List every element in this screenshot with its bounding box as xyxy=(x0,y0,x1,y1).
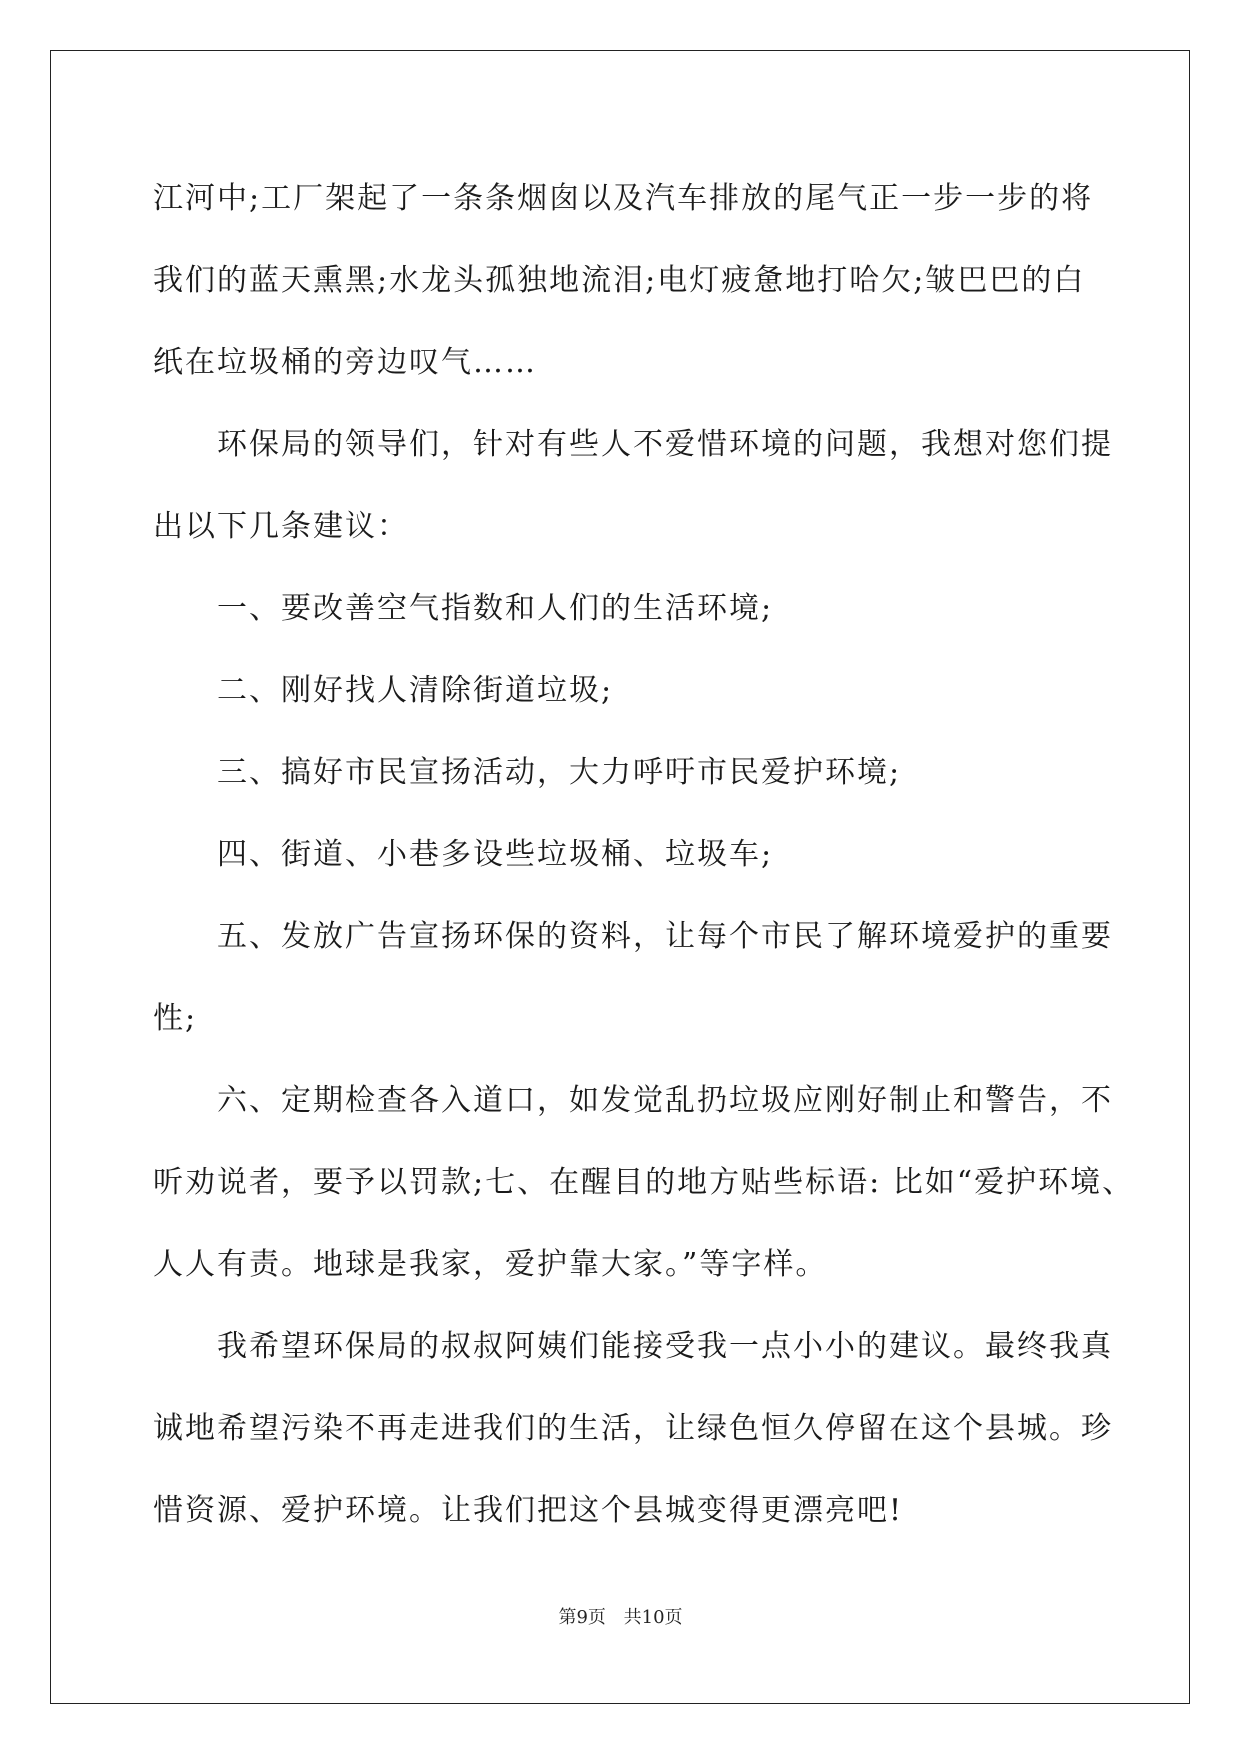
text-line: 三、搞好市民宣扬活动，大力呼吁市民爱护环境; xyxy=(153,755,902,790)
text-line: 一、要改善空气指数和人们的生活环境; xyxy=(153,591,774,626)
text-line: 六、定期检查各入道口，如发觉乱扔垃圾应刚好制止和警告，不 xyxy=(153,1083,1113,1118)
text-line: 二、刚好找人清除街道垃圾; xyxy=(153,673,614,708)
page-total: 共10页 xyxy=(623,1607,683,1628)
paragraph xyxy=(153,650,1088,732)
text-line: 出以下几条建议： xyxy=(153,509,409,544)
paragraph xyxy=(153,1060,1135,1306)
text-line: 五、发放广告宣扬环保的资料，让每个市民了解环境爱护的重要 xyxy=(153,919,1113,954)
document-body xyxy=(153,158,1135,1552)
text-line: 人人有责。地球是我家，爱护靠大家。”等字样。 xyxy=(153,1247,828,1282)
paragraph xyxy=(153,404,1113,568)
paragraph xyxy=(153,568,1088,650)
text-line: 江河中;工厂架起了一条条烟囱以及汽车排放的尾气正一步一步的将 xyxy=(153,181,1094,216)
text-line: 性; xyxy=(153,1001,198,1036)
text-line: 环保局的领导们，针对有些人不爱惜环境的问题，我想对您们提 xyxy=(153,427,1113,462)
text-line: 我们的蓝天熏黑;水龙头孤独地流泪;电灯疲惫地打哈欠;皱巴巴的白 xyxy=(153,263,1086,298)
paragraph xyxy=(153,896,1113,1060)
text-line: 惜资源、爱护环境。让我们把这个县城变得更漂亮吧! xyxy=(153,1493,904,1528)
text-line: 我希望环保局的叔叔阿姨们能接受我一点小小的建议。最终我真 xyxy=(153,1329,1113,1364)
page-number: 第9页 xyxy=(558,1607,606,1628)
paragraph xyxy=(153,1306,1113,1552)
text-line: 四、街道、小巷多设些垃圾桶、垃圾车; xyxy=(153,837,774,872)
paragraph xyxy=(153,158,1094,404)
page-footer xyxy=(0,1603,1241,1629)
text-line: 听劝说者，要予以罚款;七、在醒目的地方贴些标语: 比如“爱护环境、 xyxy=(153,1165,1135,1200)
paragraph xyxy=(153,814,1088,896)
paragraph xyxy=(153,732,1088,814)
text-line: 纸在垃圾桶的旁边叹气…… xyxy=(153,345,537,380)
text-line: 诚地希望污染不再走进我们的生活，让绿色恒久停留在这个县城。珍 xyxy=(153,1411,1113,1446)
